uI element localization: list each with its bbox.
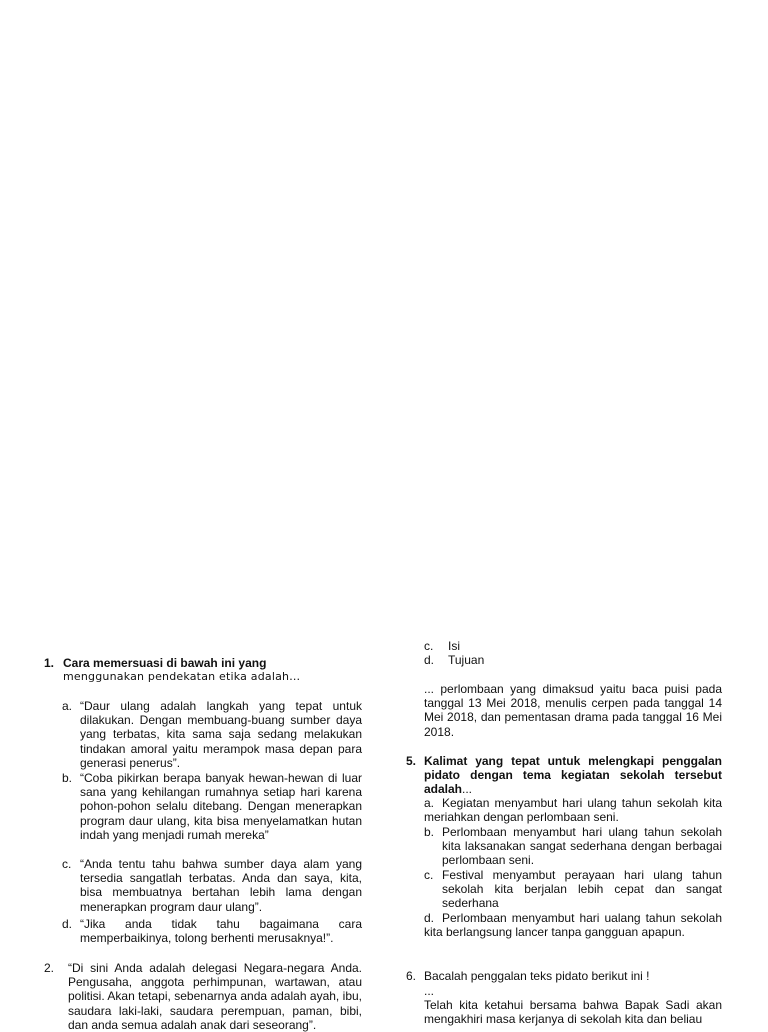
question-5-stem-suffix: ... — [462, 782, 473, 797]
option-label: b. — [424, 825, 435, 839]
question-5-number: 5. — [406, 754, 417, 768]
option-text: Perlombaan menyambut hari ualang tahun sekolah kita berlangsung lancer tanpa gangguan apapun. — [424, 911, 722, 940]
option-label: c. — [424, 868, 434, 882]
option-c-label: c. — [424, 639, 434, 653]
option-text: Perlombaan menyambut hari ulang tahun sekolah kita laksanakan sangat sederhana dengan berbagai perlombaan seni. — [442, 825, 722, 868]
question-2-number: 2. — [44, 961, 55, 975]
question-1-number: 1. — [44, 656, 55, 670]
option-text: “Anda tentu tahu bahwa sumber daya alam yang tersedia sangatlah terbatas. Anda dan saya, kita, bisa membuatnya bertahan lebih lama dengan menerapkan program daur ulang”. — [80, 857, 362, 914]
question-6-ellipsis: ... — [424, 984, 435, 998]
option-text: Festival menyambut perayaan hari ulang tahun sekolah kita berjalan lebih cepat dan sangat sederhana — [442, 868, 722, 911]
question-5-stem — [424, 754, 722, 797]
option-label: c. — [62, 857, 72, 871]
option-text: Kegiatan menyambut hari ulang tahun sekolah kita meriahkan dengan perlombaan seni. — [424, 796, 722, 825]
option-text: “Daur ulang adalah langkah yang tepat untuk dilakukan. Dengan membuang-buang sumber daya yang terbatas, kita sama saja sedang melakukan tindakan amoral yaitu merampok masa depan para generasi penerus”. — [80, 699, 362, 770]
option-d-text: Tujuan — [448, 653, 485, 667]
question-2-text: “Di sini Anda adalah delegasi Negara-negara Anda. Pengusaha, anggota perhimpunan, wartawan, atau politisi. Akan tetapi, sebenarnya anda adalah ayah, ibu, saudara laki-laki, saudara perempuan, paman, bibi, dan anda semua adalah anak dari seseorang”. — [68, 961, 362, 1032]
option-label: d. — [424, 911, 435, 925]
passage-text: ... perlombaan yang dimaksud yaitu baca puisi pada tanggal 13 Mei 2018, menulis cerpen pada tanggal 14 Mei 2018, dan pementasan drama pada tanggal 16 Mei 2018. — [424, 682, 722, 739]
option-text: “Coba pikirkan berapa banyak hewan-hewan di luar sana yang kehilangan rumahnya setiap hari karena pohon-pohon selalu ditebang. Dengan menerapkan program daur ulang, kita bisa menyelamatkan hutan indah yang menjadi rumah mereka” — [80, 771, 362, 842]
option-label: d. — [62, 917, 73, 931]
option-d-label: d. — [424, 653, 435, 667]
question-1-stem: Cara memersuasi di bawah ini yang — [63, 656, 267, 670]
question-1-stem-cont: menggunakan pendekatan etika adalah… — [63, 670, 301, 683]
question-6-stem: Bacalah penggalan teks pidato berikut ini ! — [424, 969, 650, 983]
option-label: a. — [62, 699, 73, 713]
option-text: “Jika anda tidak tahu bagaimana cara memperbaikinya, tolong berhenti merusaknya!”. — [80, 917, 362, 946]
option-label: b. — [62, 771, 73, 785]
option-label: a. — [424, 796, 435, 810]
question-6-number: 6. — [406, 969, 417, 983]
question-5-stem-text: Kalimat yang tepat untuk melengkapi penggalan pidato dengan tema kegiatan sekolah tersebut adalah — [424, 754, 722, 797]
option-c-text: Isi — [448, 639, 460, 653]
question-6-text: Telah kita ketahui bersama bahwa Bapak Sadi akan mengakhiri masa kerjanya di sekolah kita dan beliau — [424, 998, 722, 1027]
